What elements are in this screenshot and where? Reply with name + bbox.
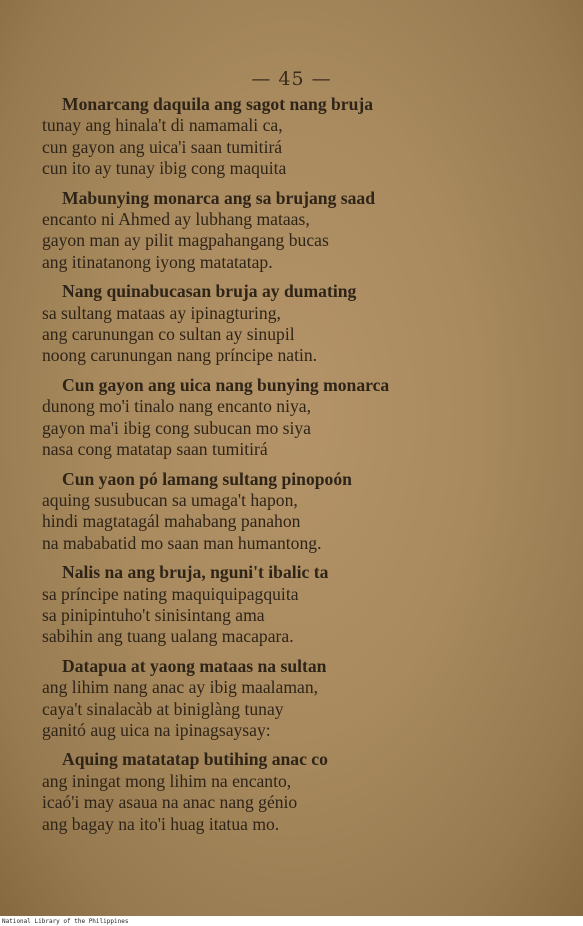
poem-line: nasa cong matatap saan tumitirá [42,439,268,460]
poem-line: Nang quinabucasan bruja ay dumating [62,281,357,302]
poem-line: sabihin ang tuang ualang macapara. [42,626,294,647]
poem-body [38,94,458,843]
poem-line: Datapua at yaong mataas na sultan [62,655,327,676]
poem-line: Monarcang daquila ang sagot nang bruja [62,94,374,114]
poem-line: ganitó aug uica na ipinagsaysay: [42,719,271,740]
poem-line: dunong mo'i tinalo nang encanto niya, [42,396,311,417]
poem-line: sa sultang mataas ay ipinagturing, [42,302,281,323]
stanza [38,375,458,461]
poem-line: ang bagay na ito'i huag itatua mo. [42,813,280,834]
poem-line: Aquing matatatap butihing anac co [62,749,328,770]
poem-line: ang lihim nang anac ay ibig maalaman, [42,677,319,698]
poem-line: Cun yaon pó lamang sultang pinopoón [62,468,352,489]
poem-line: gayon man ay pilit magpahangang bucas [42,230,329,251]
stanza [38,656,458,742]
poem-line: ang carunungan co sultan ay sinupil [42,324,295,345]
stanza [38,188,458,274]
stanza [38,469,458,555]
poem-line: tunay ang hinala't di namamali ca, [42,115,283,136]
poem-line: sa pinipintuho't sinisintang ama [42,604,265,625]
page-number: — 45 — [251,68,332,90]
poem-line: sa príncipe nating maquiquipagquita [42,583,299,604]
poem-line: Cun gayon ang uica nang bunying monarca [62,374,390,395]
poem-line: noong carunungan nang príncipe natin. [42,345,318,366]
poem-line: caya't sinalacàb at biniglàng tunay [42,698,284,719]
poem-line: gayon ma'i ibig cong subucan mo siya [42,417,311,438]
poem-line: cun gayon ang uica'i saan tumitirá [42,136,283,157]
poem-line: hindi magtatagál mahabang panahon [42,511,301,532]
poem-line: Mabunying monarca ang sa brujang saad [62,187,376,208]
stanza [38,94,458,180]
poem-line: icaó'i may asaua na anac nang génio [42,792,298,813]
poem-line: ang itinatanong iyong matatatap. [42,251,273,272]
poem-line: aquing susubucan sa umaga't hapon, [42,489,298,510]
poem-line: Nalis na ang bruja, nguni't ibalic ta [62,562,329,583]
footer-credit: National Library of the Philippines [2,918,129,925]
stanza [38,749,458,835]
poem-line: cun ito ay tunay ibig cong maquita [42,158,287,179]
stanza [38,562,458,648]
poem-line: ang iningat mong lihim na encanto, [42,770,292,791]
poem-line: encanto ni Ahmed ay lubhang mataas, [42,209,310,230]
stanza [38,281,458,367]
poem-line: na mababatid mo saan man humantong. [42,532,322,553]
